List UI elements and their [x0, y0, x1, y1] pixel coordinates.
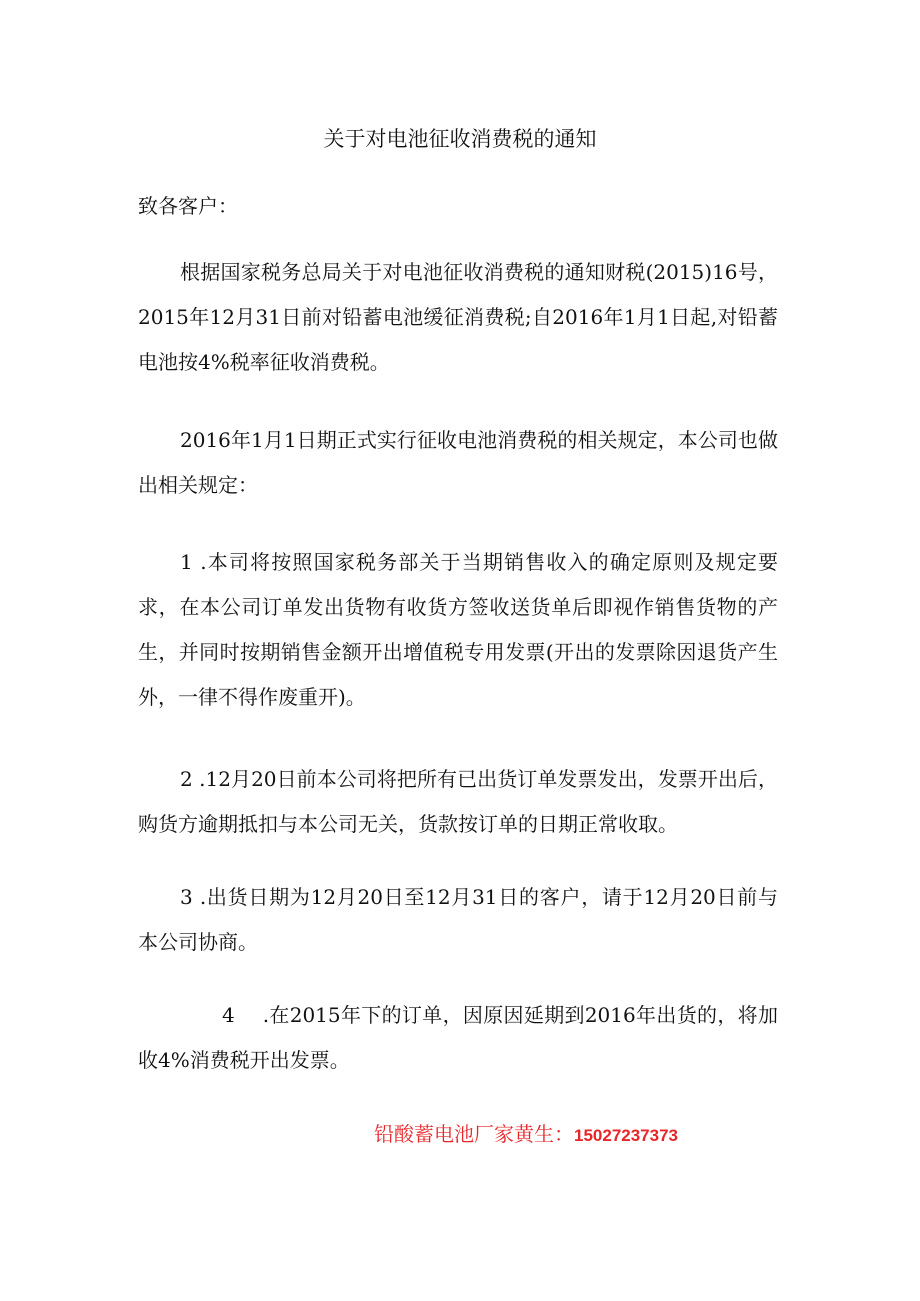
- document-title: 关于对电池征收消费税的通知: [323, 127, 597, 151]
- rule-item-3: 3 .出货日期为12月20日至12月31日的客户，请于12月20日前与本公司协商。: [138, 885, 778, 954]
- rule-item-4-text: .在2015年下的订单，因原因延期到2016年出货的，将加收4%消费税开出发票。: [138, 1003, 778, 1072]
- contact-line: [374, 1120, 678, 1150]
- contact-phone: 15027237373: [574, 1126, 679, 1145]
- salutation: 致各客户：: [138, 194, 238, 218]
- contact-label: 铅酸蓄电池厂家黄生：: [374, 1122, 574, 1146]
- paragraph-company-rules-intro: 2016年1月1日期正式实行征收电池消费税的相关规定，本公司也做出相关规定：: [138, 428, 778, 497]
- paragraph-tax-notice: 根据国家税务总局关于对电池征收消费税的通知财税(2015)16号，2015年12月31日前对铅蓄电池缓征消费税;自2016年1月1日起,对铅蓄电池按4%税率征收消费税。: [138, 260, 778, 374]
- rule-item-4-number: 4: [222, 1003, 235, 1027]
- rule-item-1: 1 .本司将按照国家税务部关于当期销售收入的确定原则及规定要求，在本公司订单发出货物有收货方签收送货单后即视作销售货物的产生，并同时按期销售金额开出增值税专用发票(开出的发票除因退货产生外，一律不得作废重开)。: [138, 550, 778, 709]
- rule-item-2: 2 .12月20日前本公司将把所有已出货订单发票发出，发票开出后，购货方逾期抵扣与本公司无关，货款按订单的日期正常收取。: [138, 767, 778, 836]
- rule-item-4: [138, 993, 778, 1083]
